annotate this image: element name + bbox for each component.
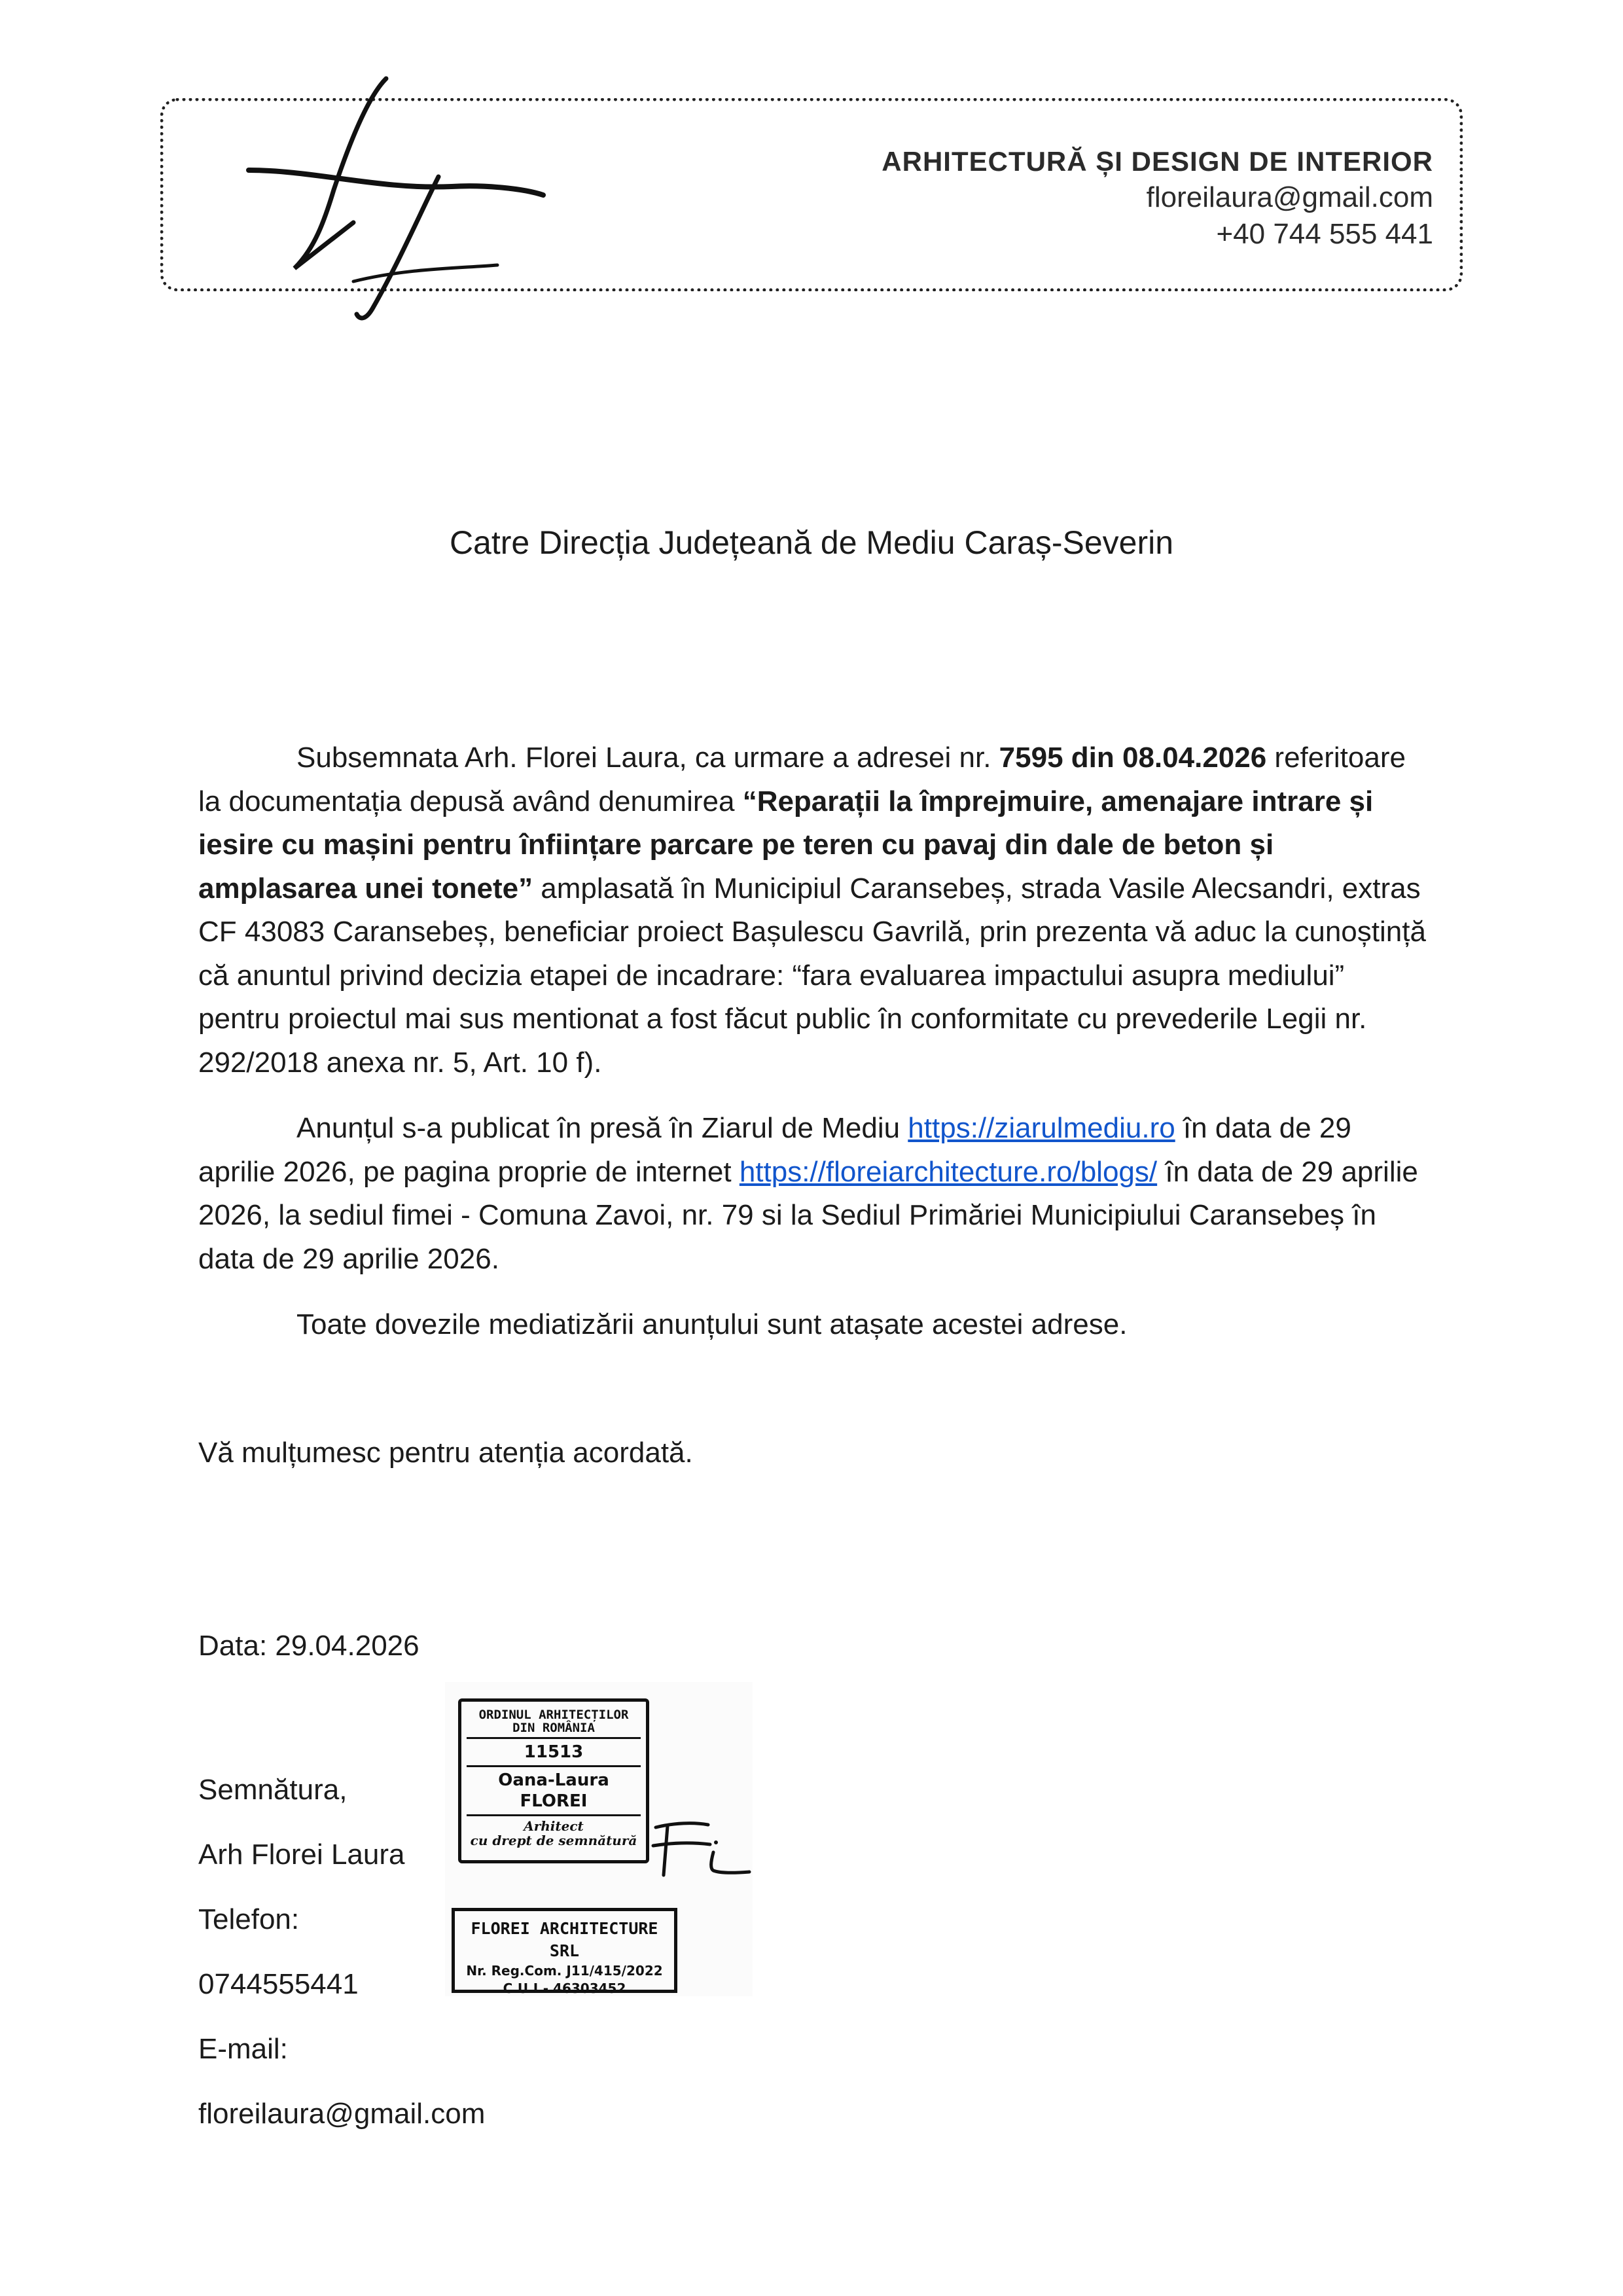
company-stamp: FLOREI ARCHITECTURE SRL Nr. Reg.Com. J11/415/2022 C.U.I.- 46303452 [452, 1908, 677, 1993]
letter-date: Data: 29.04.2026 [198, 1630, 419, 1662]
letterhead-email: floreilaura@gmail.com [1146, 181, 1433, 213]
lf-monogram-logo [236, 72, 563, 334]
signature-block [198, 1757, 485, 2146]
recipient-line: Catre Direcția Județeană de Mediu Caraș-Severin [449, 524, 1174, 561]
letterhead-phone: +40 744 555 441 [1216, 218, 1433, 250]
signature-label: Semnătura, [198, 1774, 348, 1806]
letter-body [198, 736, 1429, 1369]
architect-stamp: ORDINUL ARHITECȚILOR DIN ROMÂNIA 11513 Oana-Laura FLOREI Arhitect cu drept de semnătură [458, 1698, 649, 1863]
florei-blog-link[interactable]: https://floreiarchitecture.ro/blogs/ [739, 1155, 1158, 1188]
email-value: floreilaura@gmail.com [198, 2098, 486, 2130]
paragraph-2: Anunțul s-a publicat în presă în Ziarul de Mediu https://ziarulmediu.ro în data de 29 aprilie 2026, pe pagina proprie de internet https://floreiarchitecture.ro/blogs/ în data de 29 aprilie 2026, la sediul fimei - Comuna Zavoi, nr. 79 si la Sediul Primăriei Municipiului Caransebeș în data de 29 aprilie 2026. [198, 1112, 1418, 1275]
signature-scribble-icon [648, 1813, 753, 1885]
paragraph-3: Toate dovezile mediatizării anunțului sunt atașate acestei adrese. [296, 1308, 1128, 1340]
email-label: E-mail: [198, 2033, 288, 2065]
letterhead-text [882, 144, 1433, 253]
signer-name: Arh Florei Laura [198, 1839, 405, 1871]
letterhead-title: ARHITECTURĂ ȘI DESIGN DE INTERIOR [882, 146, 1433, 177]
phone-value: 0744555441 [198, 1968, 359, 2000]
logo [236, 72, 563, 337]
paragraph-1: Subsemnata Arh. Florei Laura, ca urmare a adresei nr. 7595 din 08.04.2026 referitoare la documentația depusă având denumirea “Reparații la împrejmuire, amenajare intrare și iesire cu mașini pentru înființare parcare pe teren cu pavaj din dale de beton și amplasarea unei tonete” amplasată în Municipiul Caransebeș, strada Vasile Alecsandri, extras CF 43083 Caransebeș, beneficiar proiect Bașulescu Gavrilă, prin prezenta vă aduc la cunoștință că anuntul privind decizia etapei de incadrare: “fara evaluarea impactului asupra mediului” pentru proiectul mai sus mentionat a fost făcut public în conformitate cu prevederile Legii nr. 292/2018 anexa nr. 5, Art. 10 f). [198, 742, 1426, 1079]
ziarul-mediu-link[interactable]: https://ziarulmediu.ro [908, 1112, 1175, 1144]
phone-label: Telefon: [198, 1903, 300, 1935]
stamps-area [445, 1682, 753, 1996]
closing-thanks: Vă mulțumesc pentru atenția acordată. [198, 1437, 693, 1469]
handwritten-signature [648, 1813, 753, 1888]
